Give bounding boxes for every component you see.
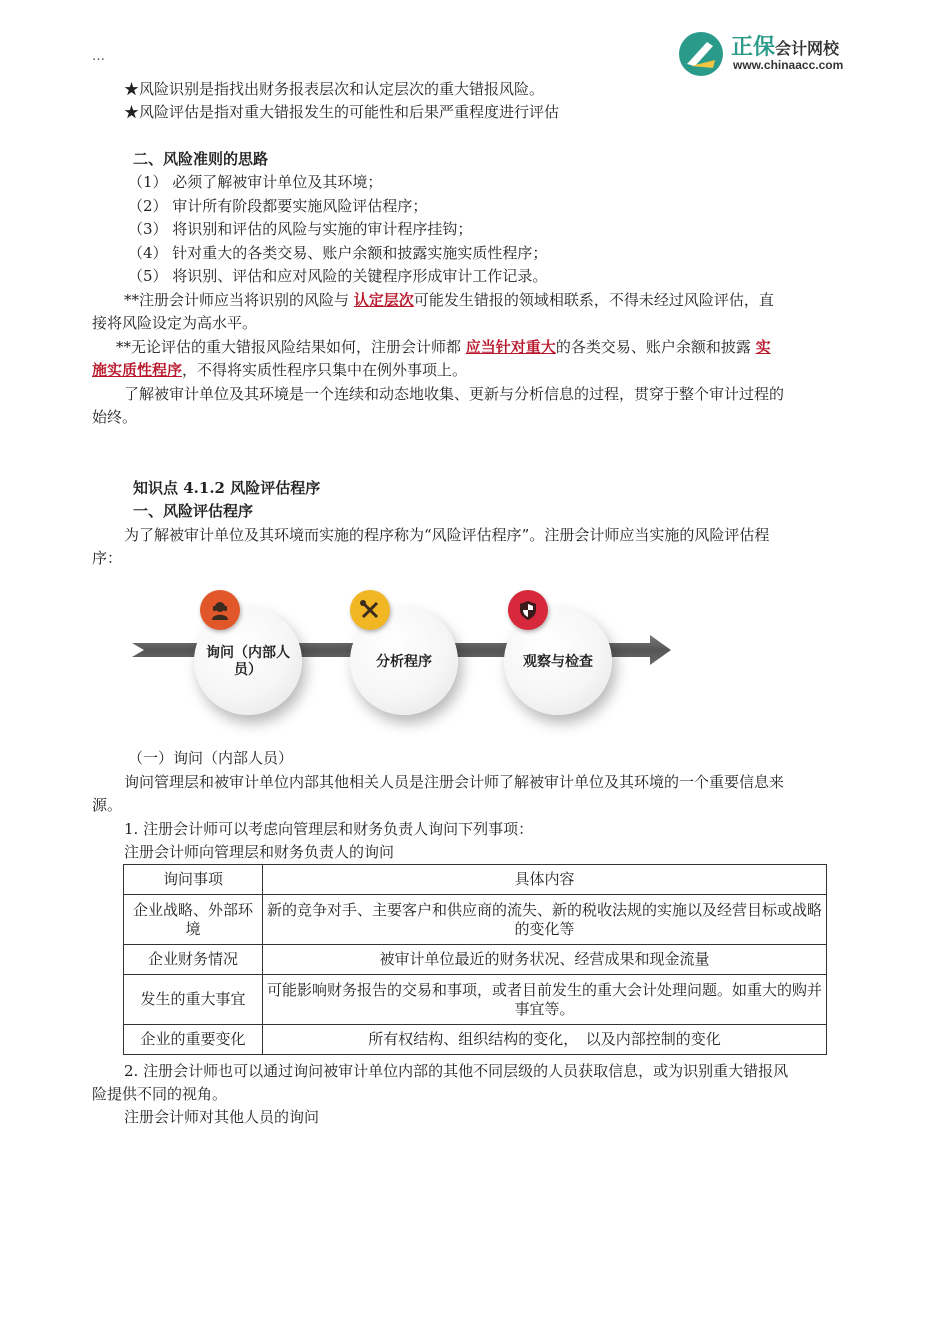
person-icon [200,590,240,630]
section-subtitle: 一、风险评估程序 [133,502,254,520]
table-cell: 发生的重大事宜 [124,975,263,1025]
logo-icon [677,30,725,78]
note-2-line-1 [116,336,771,358]
section3-para-line-1: 为了解被审计单位及其环境而实施的程序称为“风险评估程序”。注册会计师应当实施的风险评估程 [124,526,770,544]
para-line-2: 始终。 [92,408,138,426]
table-row [124,895,827,945]
note-2-text-a: **无论评估的重大错报风险结果如何，注册会计师都 [116,338,462,356]
note-1-text-a: **注册会计师应当将识别的风险与 [124,291,350,309]
logo-url: www.chinaacc.com [733,58,844,72]
note-2-highlight-1: 应当针对重大 [465,338,556,356]
inquiry-table [123,864,827,1055]
table-row [124,945,827,975]
process-diagram [130,585,675,735]
table-header-row [124,865,827,895]
note-2-highlight-2a: 实 [755,338,771,356]
knowledge-point-title: 知识点 4.1.2 风险评估程序 [133,479,321,497]
table-header-cell: 询问事项 [124,865,263,895]
note-2-text-c: ，不得将实质性程序只集中在例外事项上。 [182,361,468,379]
cut-top-text: … [92,52,105,62]
point-2-line-1: 2. 注册会计师也可以通过询问被审计单位内部的其他不同层级的人员获取信息，或为识别重大错报风 [124,1062,789,1080]
point-2-line-2: 险提供不同的视角。 [92,1085,228,1103]
step-analysis-label: 分析程序 [376,652,432,669]
caption-2: 注册会计师对其他人员的询问 [124,1108,320,1126]
step-observation-label: 观察与检查 [523,652,593,669]
tools-icon [350,590,390,630]
shield-icon [508,590,548,630]
table-cell: 所有权结构、组织结构的变化， 以及内部控制的变化 [263,1025,827,1055]
table-cell: 新的竞争对手、主要客户和供应商的流失、新的税收法规的实施以及经营目标或战略的变化等 [263,895,827,945]
section4-para-line-2: 源。 [92,796,123,814]
table-cell: 企业财务情况 [124,945,263,975]
table-cell: 被审计单位最近的财务状况、经营成果和现金流量 [263,945,827,975]
note-1-highlight: 认定层次 [353,291,414,309]
table-cell: 企业战略、外部环境 [124,895,263,945]
step-inquiry-label-a: 询问（内部人 [206,644,290,660]
table-row [124,1025,827,1055]
list-item-2: （2） 审计所有阶段都要实施风险评估程序； [128,197,428,215]
table-cell: 可能影响财务报告的交易和事项，或者目前发生的重大会计处理问题。如重大的购并事宜等。 [263,975,827,1025]
note-1-line-1 [124,289,774,311]
table-cell: 企业的重要变化 [124,1025,263,1055]
section3-para-line-2: 序： [92,549,123,567]
step-inquiry-label-b: 员） [234,661,262,677]
section4-para-line-1: 询问管理层和被审计单位内部其他相关人员是注册会计师了解被审计单位及其环境的一个重要信息来 [124,773,785,791]
star-line-2: ★风险评估是指对重大错报发生的可能性和后果严重程度进行评估 [124,103,560,121]
para-line-1: 了解被审计单位及其环境是一个连续和动态地收集、更新与分析信息的过程，贯穿于整个审计过程的 [124,385,785,403]
point-1: 1. 注册会计师可以考虑向管理层和财务负责人询问下列事项： [124,820,534,838]
logo-sub-text: 会计网校 [775,41,840,58]
note-1-text-b: 可能发生错报的领域相联系，不得未经过风险评估，直 [413,291,774,309]
logo-main-text: 正保 [731,34,776,59]
note-2-text-b: 的各类交易、账户余额和披露 [555,338,751,356]
logo [677,28,867,78]
list-item-3: （3） 将识别和评估的风险与实施的审计程序挂钩； [128,220,473,238]
note-1-line-2: 接将风险设定为高水平。 [92,314,258,332]
section-title-2: 二、风险准则的思路 [133,150,269,168]
list-item-1: （1） 必须了解被审计单位及其环境； [128,173,383,191]
star-line-1: ★风险识别是指找出财务报表层次和认定层次的重大错报风险。 [124,80,545,98]
sub-section-inquiry: （一）询问（内部人员） [128,749,294,767]
table-header-cell: 具体内容 [263,865,827,895]
note-2-highlight-2b: 施实质性程序 [92,361,183,379]
note-2-line-2 [92,359,467,381]
list-item-5: （5） 将识别、评估和应对风险的关键程序形成审计工作记录。 [128,267,548,285]
table-caption: 注册会计师向管理层和财务负责人的询问 [124,843,395,861]
list-item-4: （4） 针对重大的各类交易、账户余额和披露实施实质性程序； [128,244,548,262]
table-row [124,975,827,1025]
